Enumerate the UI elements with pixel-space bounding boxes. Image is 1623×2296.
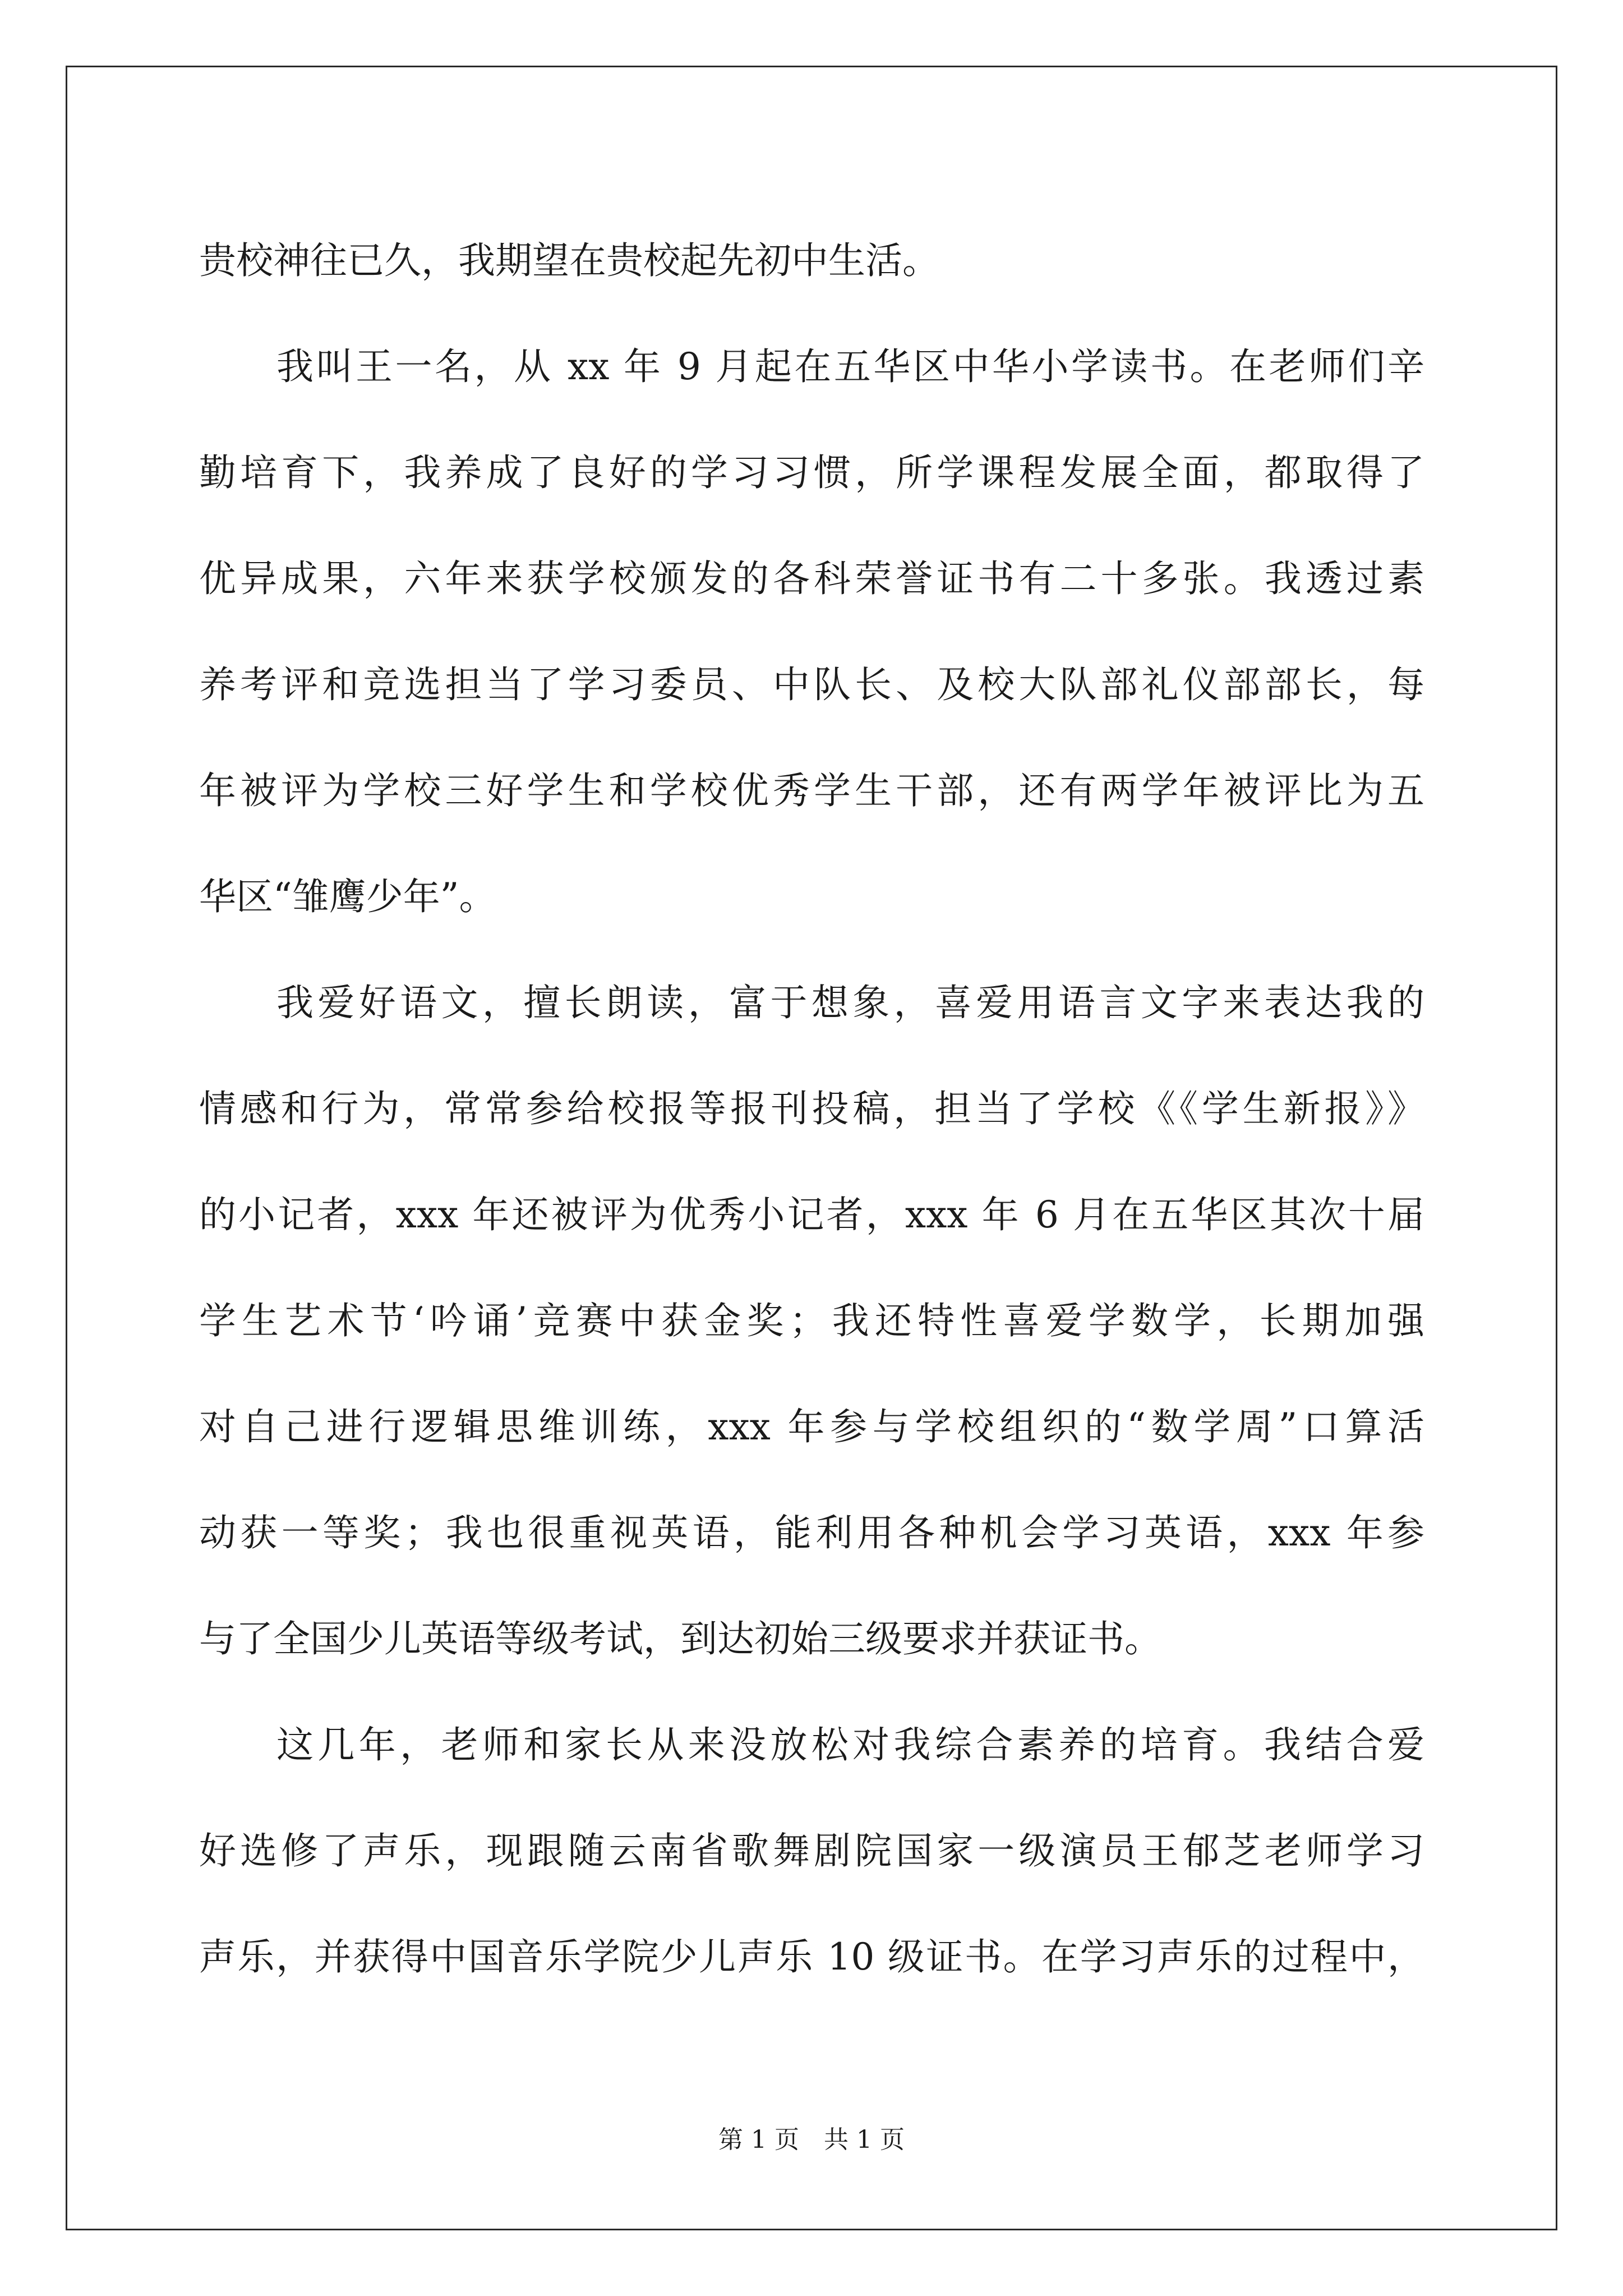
text-line: 勤培育下，我养成了良好的学习习惯，所学课程发展全面，都取得了 <box>199 451 1424 494</box>
text-line: 动获一等奖；我也很重视英语，能利用各种机会学习英语，xxx 年参 <box>199 1511 1424 1554</box>
text-line: 贵校神往已久，我期望在贵校起先初中生活。 <box>199 239 939 282</box>
text-line: 华区“雏鹰少年”。 <box>199 875 496 918</box>
page-footer: 第 1 页 共 1 页 <box>718 2125 905 2154</box>
text-line: 我爱好语文，擅长朗读，富于想象，喜爱用语言文字来表达我的 <box>276 981 1424 1024</box>
text-line: 我叫王一名，从 xx 年 9 月起在五华区中华小学读书。在老师们辛 <box>276 345 1424 388</box>
text-line: 年被评为学校三好学生和学校优秀学生干部，还有两学年被评比为五 <box>199 769 1424 812</box>
document-body <box>199 208 1424 2010</box>
text-line: 对自己进行逻辑思维训练，xxx 年参与学校组织的“数学周”口算活 <box>199 1405 1424 1448</box>
text-line: 养考评和竞选担当了学习委员、中队长、及校大队部礼仪部部长，每 <box>199 663 1424 706</box>
text-line: 优异成果，六年来获学校颁发的各科荣誉证书有二十多张。我透过素 <box>199 557 1424 600</box>
text-line: 学生艺术节‘吟诵’竞赛中获金奖；我还特性喜爱学数学，长期加强 <box>199 1299 1424 1342</box>
text-line: 的小记者，xxx 年还被评为优秀小记者，xxx 年 6 月在五华区其次十届 <box>199 1193 1424 1236</box>
text-line: 与了全国少儿英语等级考试，到达初始三级要求并获证书。 <box>199 1617 1161 1660</box>
text-line: 这几年，老师和家长从来没放松对我综合素养的培育。我结合爱 <box>276 1723 1424 1766</box>
text-line: 声乐，并获得中国音乐学院少儿声乐 10 级证书。在学习声乐的过程中， <box>199 1935 1424 1978</box>
text-line: 情感和行为，常常参给校报等报刊投稿，担当了学校《《学生新报》》 <box>199 1087 1424 1130</box>
text-line: 好选修了声乐，现跟随云南省歌舞剧院国家一级演员王郁芝老师学习 <box>199 1829 1424 1872</box>
